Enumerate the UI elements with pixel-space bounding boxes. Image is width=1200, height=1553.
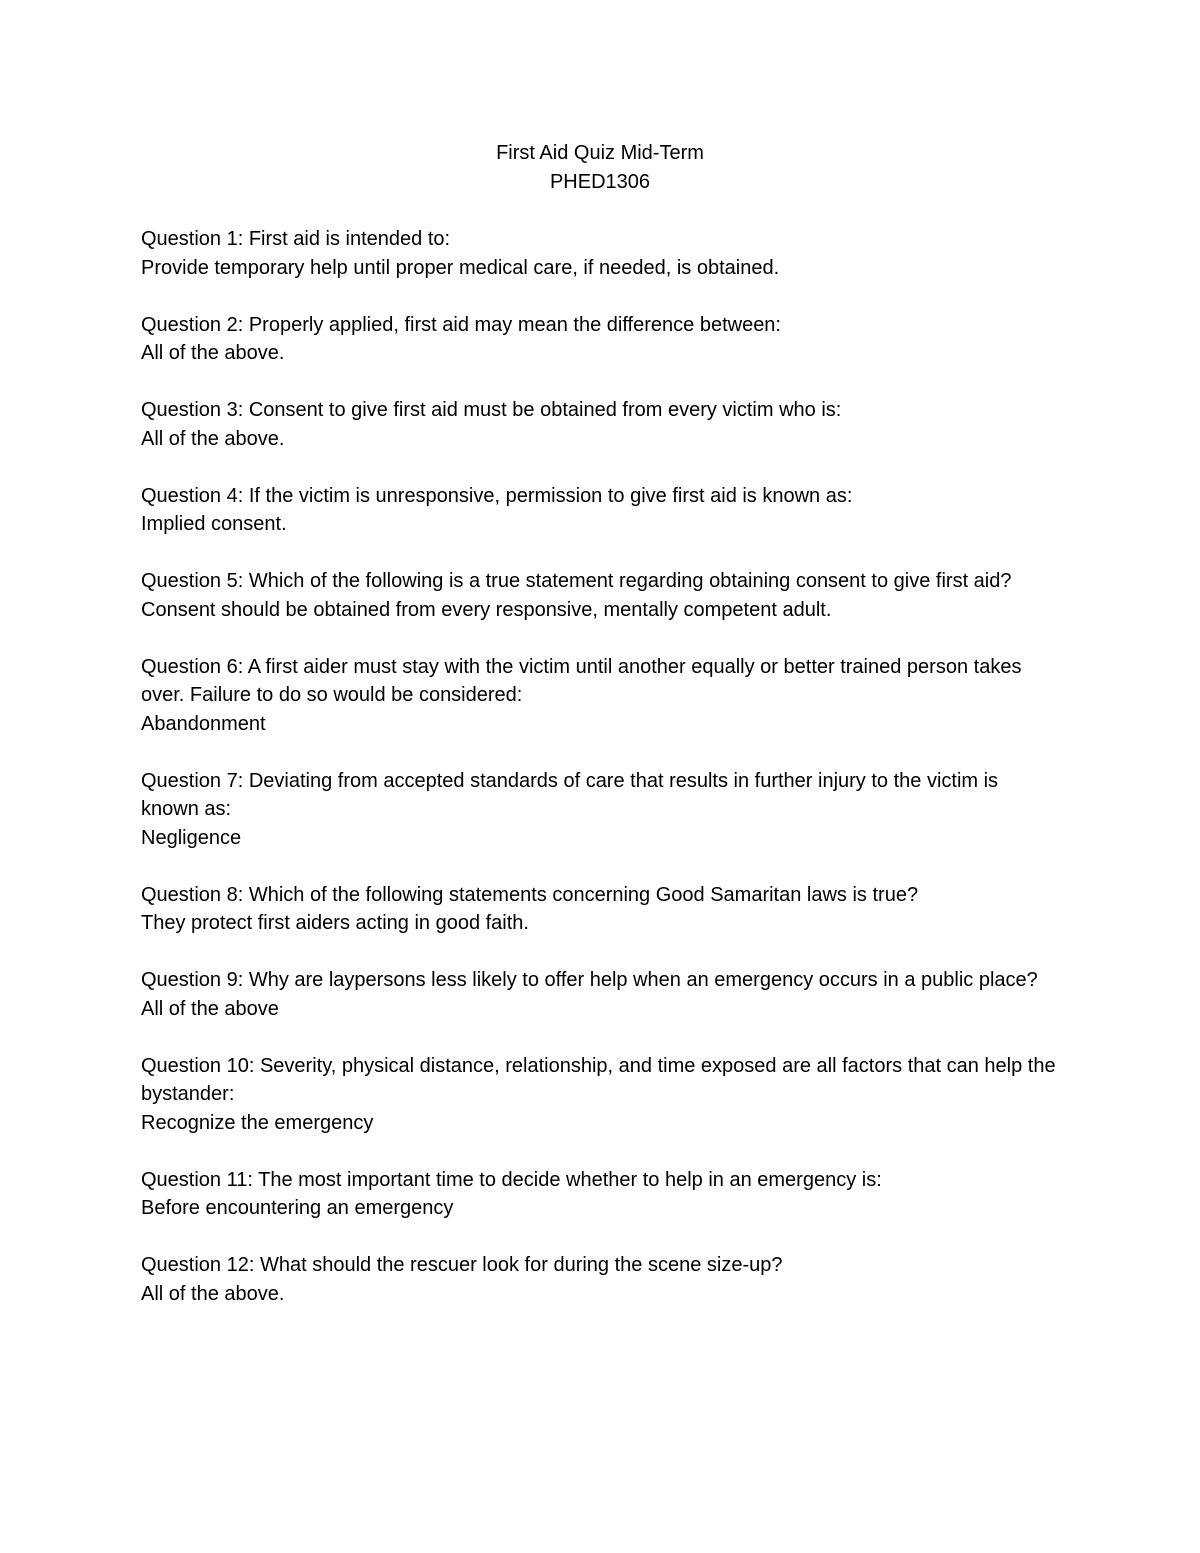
question-text: Question 2: Properly applied, first aid may mean the difference between: — [141, 313, 781, 336]
question-item-10 — [141, 1052, 1061, 1138]
question-text: Question 10: Severity, physical distance, relationship, and time exposed are all factors that can help the bystander: — [141, 1054, 1056, 1105]
answer-text: Before encountering an emergency — [141, 1197, 454, 1219]
answer-text: Implied consent. — [141, 513, 287, 535]
answer-text: They protect first aiders acting in good faith. — [141, 912, 529, 934]
answer-text: All of the above. — [141, 342, 285, 364]
question-item-4 — [141, 482, 1061, 539]
answer-text: All of the above. — [141, 1282, 285, 1305]
question-item-9 — [141, 966, 1061, 1023]
question-text: Question 12: What should the rescuer look for during the scene size-up? — [141, 1254, 783, 1276]
question-text: Question 1: First aid is intended to: — [141, 228, 451, 250]
answer-text: All of the above. — [141, 427, 285, 450]
question-text: Question 5: Which of the following is a true statement regarding obtaining consent to give first aid? — [141, 570, 1012, 592]
course-code: PHED1306 — [549, 170, 651, 193]
answer-text: Provide temporary help until proper medical care, if needed, is obtained. — [141, 256, 780, 279]
question-item-7 — [141, 767, 1061, 853]
question-item-12 — [141, 1251, 1061, 1308]
answer-text: Negligence — [141, 826, 242, 849]
question-item-1 — [141, 225, 1061, 282]
answer-text: Recognize the emergency — [141, 1111, 374, 1134]
question-list — [141, 225, 1061, 1337]
question-text: Question 9: Why are laypersons less likely to offer help when an emergency occurs in a public place? — [141, 969, 1038, 991]
answer-text: Consent should be obtained from every responsive, mentally competent adult. — [141, 598, 832, 621]
question-item-5 — [141, 567, 1061, 624]
question-item-11 — [141, 1166, 1061, 1223]
answer-text: Abandonment — [141, 712, 266, 735]
document-title: First Aid Quiz Mid-Term — [496, 142, 704, 164]
question-item-2 — [141, 311, 1061, 368]
question-text: Question 6: A first aider must stay with the victim until another equally or better trained person takes over. Failure to do so would be considered: — [141, 655, 1022, 706]
question-text: Question 3: Consent to give first aid must be obtained from every victim who is: — [141, 399, 842, 421]
question-text: Question 7: Deviating from accepted standards of care that results in further injury to the victim is known as: — [141, 769, 999, 820]
question-item-8 — [141, 881, 1061, 938]
question-item-6 — [141, 653, 1061, 739]
question-text: Question 4: If the victim is unresponsive, permission to give first aid is known as: — [141, 484, 853, 507]
answer-text: All of the above — [141, 997, 279, 1020]
question-text: Question 11: The most important time to decide whether to help in an emergency is: — [141, 1168, 882, 1191]
question-text: Question 8: Which of the following statements concerning Good Samaritan laws is true? — [141, 883, 919, 906]
question-item-3 — [141, 396, 1061, 453]
document-header — [0, 139, 1200, 196]
